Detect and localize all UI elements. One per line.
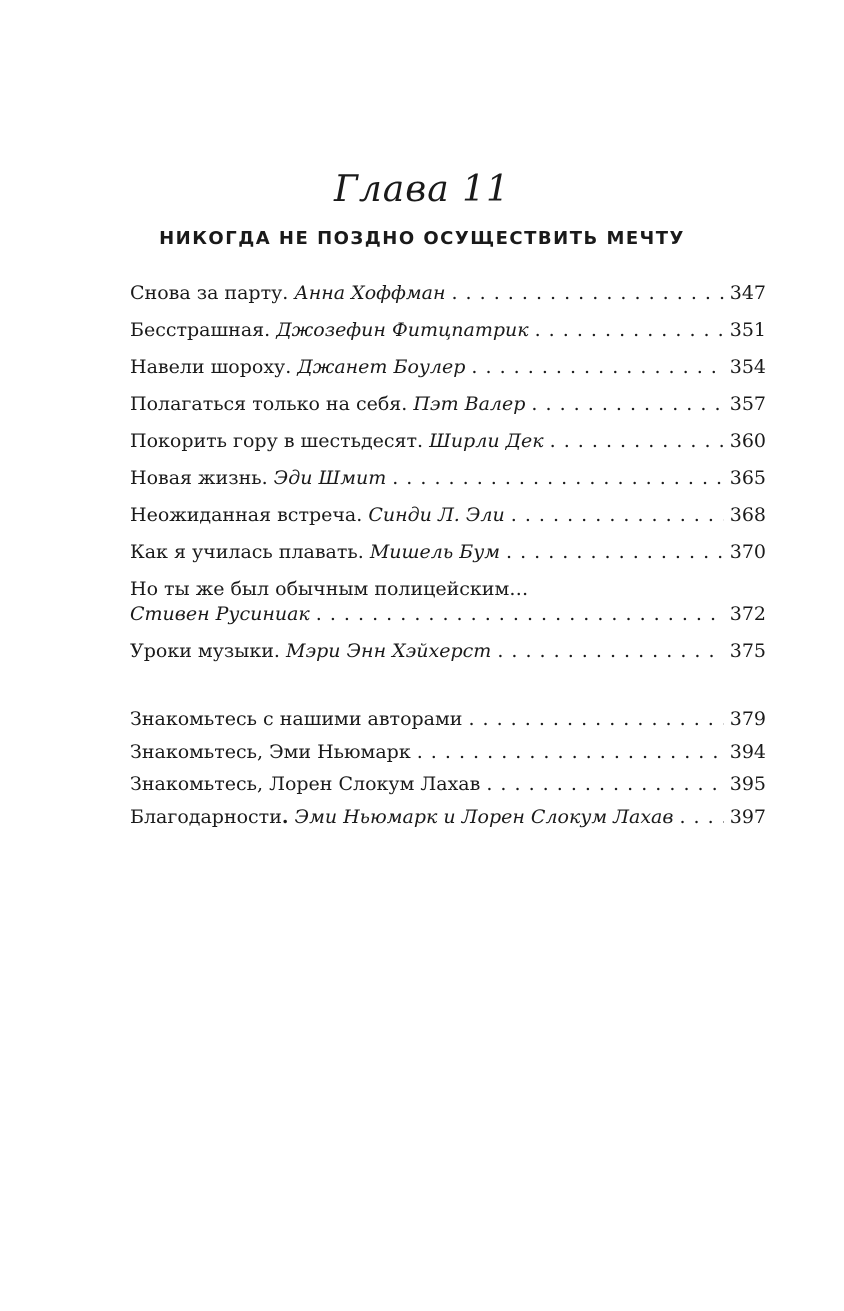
table-of-contents: [130, 280, 766, 675]
entry-author: Стивен Русиниак: [130, 603, 310, 625]
toc-entry[interactable]: [130, 465, 766, 502]
entry-title: Бесстрашная.: [130, 319, 271, 341]
toc-entry[interactable]: [130, 317, 766, 354]
entry-author: Эми Ньюмарк и Лорен Слокум Лахав: [294, 805, 674, 828]
entry-title: Новая жизнь.: [130, 467, 268, 489]
entry-author: Ширли Дек: [429, 430, 544, 452]
entry-title: Благодарности: [130, 805, 282, 828]
entry-page: 365: [729, 467, 766, 489]
dot-leader: [451, 280, 723, 306]
back-matter-contents: [130, 706, 766, 836]
dot-leader: [497, 638, 723, 664]
dot-leader: [392, 465, 724, 491]
toc-entry[interactable]: [130, 354, 766, 391]
entry-page: 351: [729, 319, 766, 341]
entry-page: 394: [729, 740, 766, 763]
entry-page: 368: [729, 504, 766, 526]
chapter-heading: Глава 11: [334, 169, 510, 210]
dot-leader: [511, 502, 724, 528]
entry-page: 375: [729, 640, 766, 662]
entry-page: 395: [729, 773, 766, 795]
entry-author: Пэт Валер: [413, 393, 526, 415]
chapter-title: НИКОГДА НЕ ПОЗДНО ОСУЩЕСТВИТЬ МЕЧТУ: [159, 228, 685, 249]
entry-author: Мишель Бум: [369, 541, 500, 563]
entry-title: Неожиданная встреча.: [130, 504, 363, 526]
toc-entry[interactable]: [130, 502, 766, 539]
entry-author: Джанет Боулер: [297, 356, 466, 378]
toc-entry[interactable]: [130, 576, 766, 638]
toc-entry[interactable]: [130, 804, 766, 837]
toc-entry[interactable]: [130, 539, 766, 576]
toc-entry[interactable]: [130, 739, 766, 772]
entry-title: Полагаться только на себя.: [130, 393, 408, 415]
entry-page: 357: [729, 393, 766, 415]
entry-title: Покорить гору в шестьдесят.: [130, 430, 424, 452]
entry-page: 397: [729, 805, 766, 828]
entry-page: 347: [729, 282, 766, 304]
entry-page: 354: [729, 356, 766, 378]
entry-page: 360: [729, 430, 766, 452]
toc-entry[interactable]: [130, 428, 766, 465]
entry-author: Анна Хоффман: [294, 282, 446, 304]
dot-leader: [550, 428, 724, 454]
dot-leader: [679, 804, 723, 830]
dot-leader: [471, 354, 723, 380]
entry-title: Уроки музыки.: [130, 640, 280, 662]
entry-title: Знакомьтесь, Лорен Слокум Лахав: [130, 773, 481, 795]
dot-leader: [506, 539, 724, 565]
dot-leader: [316, 601, 724, 627]
entry-page: 372: [729, 603, 766, 625]
entry-title: Снова за парту.: [130, 282, 289, 304]
dot-leader: [417, 739, 724, 765]
entry-title: Как я училась плавать.: [130, 541, 364, 563]
entry-page: 370: [729, 541, 766, 563]
toc-entry[interactable]: [130, 638, 766, 675]
dot-leader: [468, 706, 723, 732]
toc-entry[interactable]: [130, 391, 766, 428]
toc-entry[interactable]: [130, 771, 766, 804]
entry-title: Но ты же был обычным полицейским…: [130, 578, 529, 600]
toc-entry[interactable]: [130, 706, 766, 739]
entry-title: Знакомьтесь с нашими авторами: [130, 708, 463, 730]
dot-leader: [535, 317, 724, 343]
toc-entry[interactable]: [130, 280, 766, 317]
entry-title: Навели шороху.: [130, 356, 292, 378]
entry-author: Эди Шмит: [273, 467, 387, 489]
entry-author: Синди Л. Эли: [368, 504, 505, 526]
entry-page: 379: [729, 708, 766, 730]
dot-leader: [486, 771, 723, 797]
entry-author: Мэри Энн Хэйхерст: [285, 640, 492, 662]
entry-title: Знакомьтесь, Эми Ньюмарк: [130, 740, 411, 763]
entry-title-dot: .: [281, 805, 289, 828]
entry-author: Джозефин Фитцпатрик: [276, 319, 529, 341]
dot-leader: [531, 391, 723, 417]
